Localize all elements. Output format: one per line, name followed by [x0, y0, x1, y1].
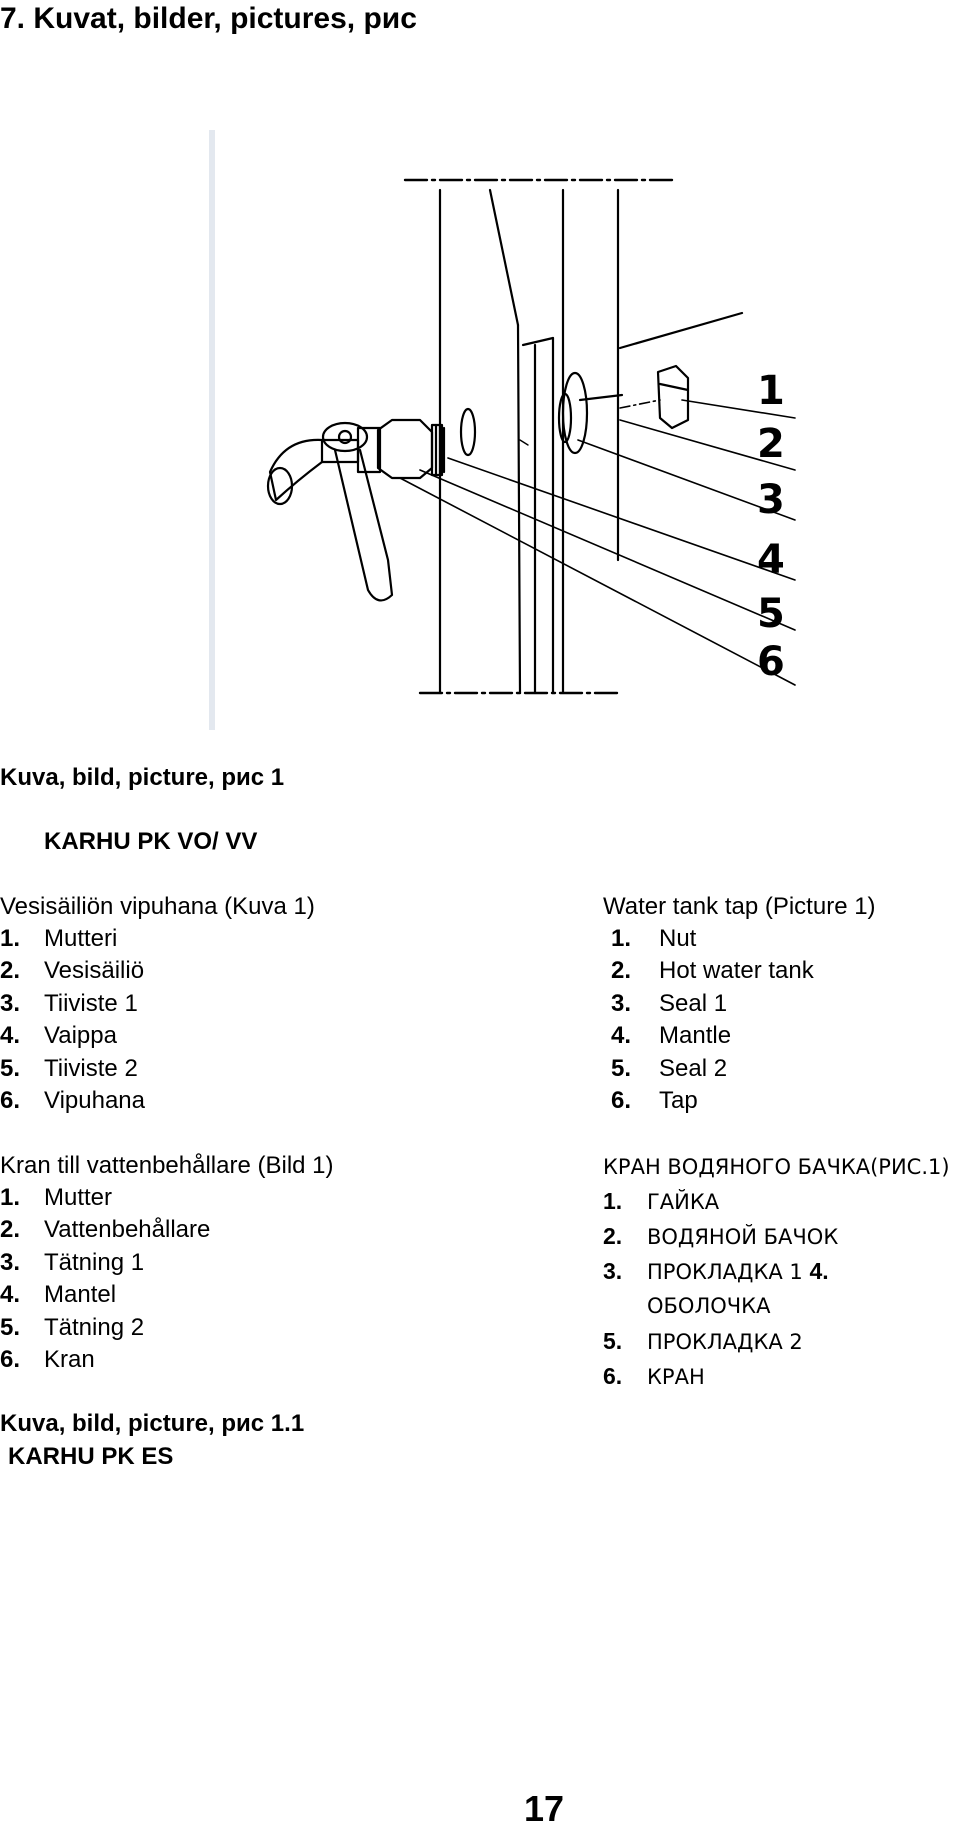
list-item: 5. Tätning 2: [0, 1313, 145, 1341]
list-item: 1. Nut: [611, 925, 697, 952]
list-item: 2. Vesisäiliö: [0, 957, 145, 985]
list-item: 6. Kran: [0, 1345, 95, 1373]
list-item: 5. Seal 2: [611, 1054, 728, 1082]
list-item: 4. Mantel: [0, 1281, 117, 1309]
section-title: 7. Kuvat, bilder, pictures, рис: [0, 2, 417, 35]
list-item: ОБОЛОЧКА: [647, 1294, 771, 1318]
parts-list-ru: [603, 1150, 950, 1394]
list-item: 6. Tap: [611, 1086, 698, 1114]
list-item: 6. Vipuhana: [0, 1086, 145, 1114]
model-name-1: KARHU PK VO/ VV: [44, 828, 258, 855]
callout-6: 6: [757, 639, 785, 685]
tap-assembly-diagram: [205, 130, 805, 730]
parts-list-sv: [0, 1150, 334, 1376]
list-item: 1. ГАЙКА: [603, 1188, 720, 1214]
callout-1: 1: [757, 368, 785, 414]
list-item: 3. Tätning 1: [0, 1248, 145, 1276]
list-item: 4. Mantle: [611, 1022, 732, 1050]
list-heading-fi: Vesisäiliön vipuhana (Kuva 1): [0, 893, 315, 920]
list-item: 3. Tiiviste 1: [0, 989, 138, 1017]
model-name-2: KARHU PK ES: [8, 1443, 174, 1470]
list-item: 2. ВОДЯНОЙ БАЧОК: [603, 1223, 839, 1249]
list-item: 2. Vattenbehållare: [0, 1216, 211, 1244]
list-item: 1. Mutter: [0, 1184, 113, 1211]
callout-2: 2: [757, 421, 785, 467]
parts-list-en: [603, 891, 876, 1117]
figure-caption-1: Kuva, bild, picture, рис 1: [0, 764, 285, 791]
list-heading-sv: Kran till vattenbehållare (Bild 1): [0, 1152, 334, 1179]
callout-5: 5: [757, 591, 785, 637]
list-item: 5. Tiiviste 2: [0, 1054, 138, 1082]
list-item: 6. КРАН: [603, 1363, 705, 1389]
page-number: 17: [523, 1788, 565, 1829]
parts-list-fi: [0, 891, 315, 1117]
list-item: 1. Mutteri: [0, 925, 118, 952]
list-heading-en: Water tank tap (Picture 1): [603, 893, 876, 920]
callout-3: 3: [757, 477, 785, 523]
list-item: 3. Seal 1: [611, 989, 728, 1017]
list-item: 3. ПРОКЛАДКА 1 4.: [603, 1258, 829, 1284]
list-item: 4. Vaippa: [0, 1022, 117, 1050]
figure-caption-2: Kuva, bild, picture, рис 1.1: [0, 1410, 305, 1437]
list-heading-ru: КРАН ВОДЯНОГО БАЧКА(РИС.1): [603, 1155, 950, 1179]
callout-4: 4: [757, 537, 785, 583]
list-item: 2. Hot water tank: [611, 957, 814, 985]
list-item: 5. ПРОКЛАДКА 2: [603, 1328, 803, 1354]
